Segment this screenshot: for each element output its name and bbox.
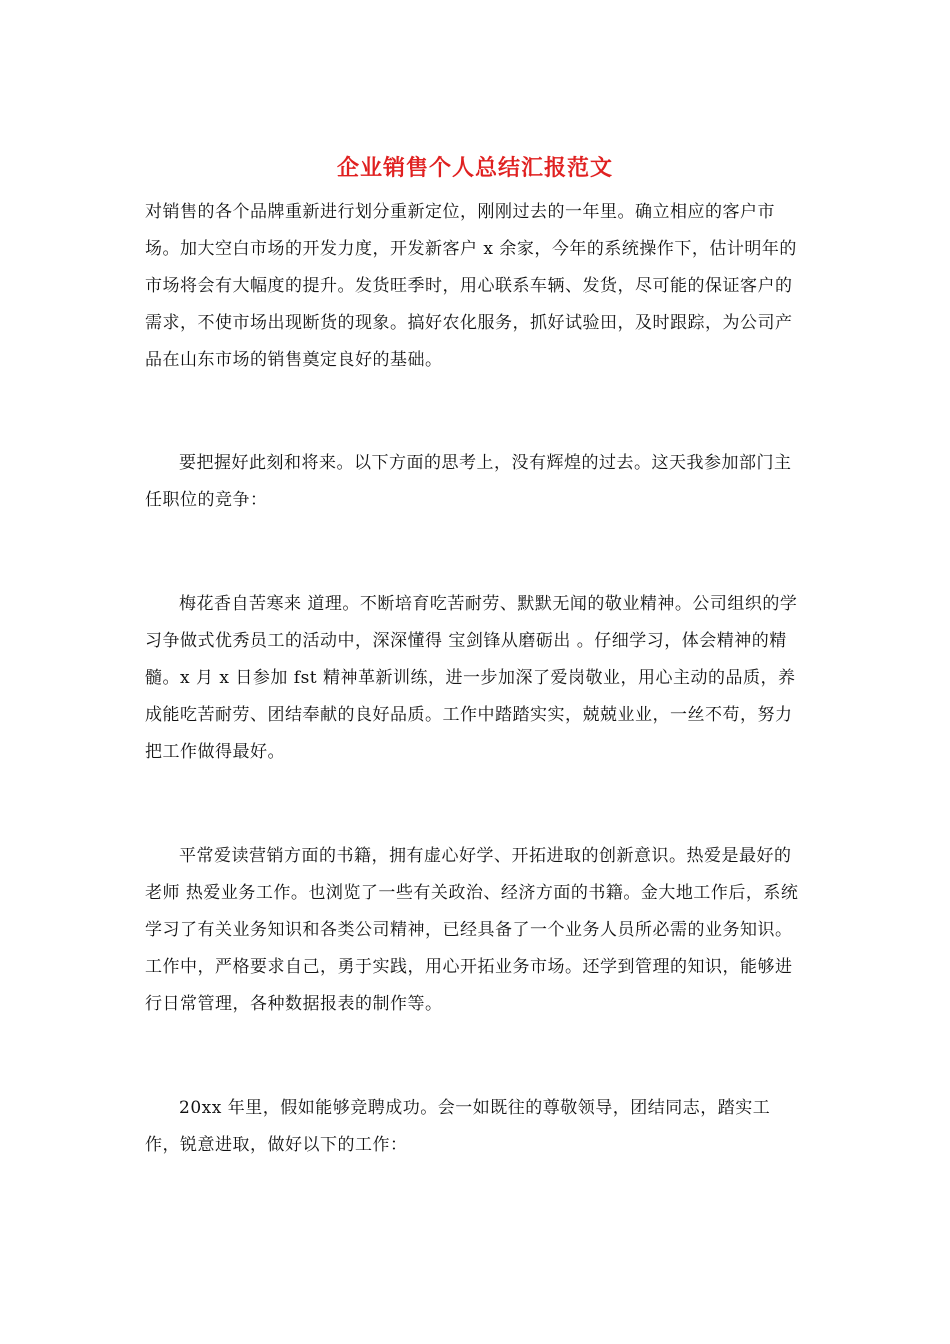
paragraph-1: 对销售的各个品牌重新进行划分重新定位，刚刚过去的一年里。确立相应的客户市场。加大空白市场的开发力度，开发新客户 x 余家，今年的系统操作下，估计明年的市场将会有大幅度的提升。发货旺季时，用心联系车辆、发货，尽可能的保证客户的需求，不使市场出现断货的现象。搞好农化服务，抓好试验田，及时跟踪，为公司产品在山东市场的销售奠定良好的基础。 bbox=[145, 202, 797, 370]
document-title: 企业销售个人总结汇报范文 bbox=[336, 155, 613, 181]
paragraph-4: 平常爱读营销方面的书籍，拥有虚心好学、开拓进取的创新意识。热爱是最好的老师 热爱业务工作。也浏览了一些有关政治、经济方面的书籍。金大地工作后，系统学习了有关业务知识和各类公司精神，已经具备了一个业务人员所必需的业务知识。工作中，严格要求自己，勇于实践，用心开拓业务市场。还学到管理的知识，能够进行日常管理，各种数据报表的制作等。 bbox=[145, 846, 799, 1014]
paragraph-2: 要把握好此刻和将来。以下方面的思考上，没有辉煌的过去。这天我参加部门主任职位的竞争： bbox=[145, 453, 792, 510]
paragraph-5: 20xx 年里，假如能够竞聘成功。会一如既往的尊敬领导，团结同志，踏实工作，锐意进取，做好以下的工作： bbox=[145, 1098, 771, 1155]
paragraph-3: 梅花香自苦寒来 道理。不断培育吃苦耐劳、默默无闻的敬业精神。公司组织的学习争做式优秀员工的活动中，深深懂得 宝剑锋从磨砺出 。仔细学习，体会精神的精髓。x 月 x 日参加 fst 精神革新训练，进一步加深了爱岗敬业，用心主动的品质，养成能吃苦耐劳、团结奉献的良好品质。工作中踏踏实实，兢兢业业，一丝不苟，努力把工作做得最好。 bbox=[145, 594, 798, 762]
